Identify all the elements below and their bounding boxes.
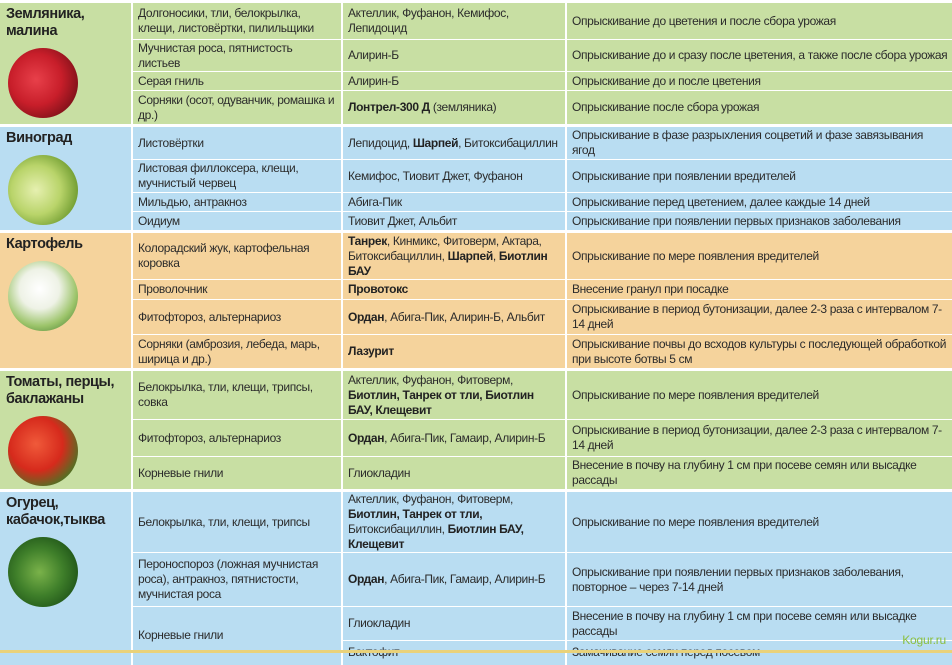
pest-cell: Листовая филлоксера, клещи, мучнистый червец (132, 160, 342, 193)
drug-name-bold: Ордан (348, 572, 385, 586)
pest-cell: Колорадский жук, картофельная коровка (132, 232, 342, 280)
treatment-cell: Опрыскивание при появлении первых признаков заболевания (566, 212, 952, 232)
table-row (0, 126, 952, 160)
drug-name: , Абига-Пик, Гамаир, Алирин-Б (384, 572, 546, 586)
table-row (0, 420, 952, 457)
drug-name: Актеллик, Фуфанон, Фитоверм, (348, 372, 514, 387)
drugs-cell (342, 370, 566, 420)
crop-cell (0, 232, 132, 370)
table-row (0, 91, 952, 126)
drug-name: , Кинмикс, Фитоверм, Актара, Битоксибациллин, (348, 233, 542, 263)
table-row (0, 232, 952, 280)
strawberry-image (8, 48, 78, 118)
drug-name-bold: Лонтрел-300 Д (348, 100, 430, 114)
pest-cell: Оидиум (132, 212, 342, 232)
drugs-cell (342, 420, 566, 457)
drugs-cell (342, 335, 566, 370)
drug-name-bold: Ордан (348, 309, 385, 324)
pest-cell: Проволочник (132, 280, 342, 300)
pest-cell: Сорняки (амброзия, лебеда, марь, ширица и др.) (132, 335, 342, 370)
watermark: Kogur.ru (902, 633, 946, 647)
pest-cell: Мильдью, антракноз (132, 193, 342, 212)
treatment-cell: Внесение в почву на глубину 1 см при посеве семян или высадке рассады (566, 457, 952, 491)
treatment-cell: Опрыскивание до цветения и после сбора урожая (566, 2, 952, 40)
drug-name-bold: Танрек (348, 233, 387, 248)
drugs-cell (342, 457, 566, 491)
treatment-cell: Внесение в почву на глубину 1 см при посеве семян или высадке рассады (566, 607, 952, 641)
treatment-cell: Опрыскивание по мере появления вредителей (566, 232, 952, 280)
pest-cell: Белокрылка, тли, клещи, трипсы (132, 491, 342, 553)
grapes-image (8, 155, 78, 225)
treatment-cell: Внесение гранул при посадке (566, 280, 952, 300)
drugs-cell (342, 553, 566, 607)
drug-name-bold: Биотлин БАУ, Клещевит (348, 522, 524, 551)
tomato-image (8, 416, 78, 486)
drugs-cell (342, 232, 566, 280)
treatment-cell: Опрыскивание по мере появления вредителей (566, 491, 952, 553)
pest-cell: Корневые гнили (132, 607, 342, 665)
drug-name: Абига-Пик (348, 194, 402, 209)
pest-cell: Сорняки (осот, одуванчик, ромашка и др.) (132, 91, 342, 126)
pest-cell: Фитофтороз, альтернариоз (132, 300, 342, 335)
treatment-cell: Опрыскивание до и после цветения (566, 72, 952, 91)
drug-name-bold: Биотлин БАУ (348, 248, 548, 278)
crop-name: Томаты, перцы, баклажаны (6, 374, 115, 407)
drugs-cell (342, 91, 566, 126)
pest-cell: Пероноспороз (ложная мучнистая роса), антракноз, пятнистости, мучнистая роса (132, 553, 342, 607)
crop-name: Земляника, малина (6, 6, 85, 39)
drug-name-bold: Провотокс (348, 282, 408, 296)
table-row (0, 193, 952, 212)
table-row (0, 212, 952, 232)
potato-flower-image (8, 261, 78, 331)
drugs-cell (342, 193, 566, 212)
drugs-cell (342, 300, 566, 335)
table-row (0, 553, 952, 607)
treatment-cell: Опрыскивание после сбора урожая (566, 91, 952, 126)
drug-name: , Битоксибациллин (458, 135, 558, 150)
table-row (0, 457, 952, 491)
treatment-cell: Опрыскивание при появлении первых признаков заболевания, повторное – через 7-14 дней (566, 553, 952, 607)
treatment-cell: Опрыскивание до и сразу после цветения, а также после сбора урожая (566, 40, 952, 72)
pest-cell: Серая гниль (132, 72, 342, 91)
table-row (0, 72, 952, 91)
drugs-cell (342, 607, 566, 641)
table-row (0, 40, 952, 72)
treatment-cell: Опрыскивание в период бутонизации, далее 2-3 раза с интервалом 7-14 дней (566, 300, 952, 335)
treatment-cell: Опрыскивание перед цветением, далее каждые 14 дней (566, 193, 952, 212)
crop-name: Виноград (6, 130, 72, 146)
drug-name: Лепидоцид, (348, 135, 413, 150)
drug-name: , Абига-Пик, Алирин-Б, Альбит (384, 309, 545, 324)
drugs-cell (342, 280, 566, 300)
treatment-cell: Опрыскивание при появлении вредителей (566, 160, 952, 193)
pest-cell: Листовёртки (132, 126, 342, 160)
drug-name: , (492, 248, 499, 263)
pest-cell: Мучнистая роса, пятнистость листьев (132, 40, 342, 72)
drug-name-bold: Ордан (348, 430, 385, 445)
drug-name-bold: Биотлин, Танрек от тли, Биотлин БАУ, Клещевит (348, 387, 534, 417)
table-row (0, 280, 952, 300)
drug-name: Глиокладин (348, 465, 411, 480)
drugs-cell (342, 40, 566, 72)
crop-cell (0, 2, 132, 126)
pest-cell: Долгоносики, тли, белокрылка, клещи, листовёртки, пилильщики (132, 2, 342, 40)
table-row (0, 160, 952, 193)
table-row (0, 370, 952, 420)
drug-name: Актеллик, Фуфанон, Фитоверм, (348, 492, 514, 506)
drug-name: Алирин-Б (348, 48, 399, 62)
crop-cell (0, 126, 132, 232)
drugs-cell (342, 160, 566, 193)
pest-cell: Белокрылка, тли, клещи, трипсы, совка (132, 370, 342, 420)
treatment-cell: Опрыскивание в фазе разрыхления соцветий и фазе завязывания ягод (566, 126, 952, 160)
table-row (0, 300, 952, 335)
drug-name: Битоксибациллин, (348, 522, 448, 536)
table-row (0, 491, 952, 553)
crop-name: Огурец, кабачок,тыква (6, 495, 105, 528)
drug-name-bold: Биотлин, Танрек от тли, (348, 507, 483, 521)
drug-name: (земляника) (429, 100, 497, 114)
drug-name: , Абига-Пик, Гамаир, Алирин-Б (384, 430, 546, 445)
drugs-cell (342, 212, 566, 232)
drugs-cell (342, 2, 566, 40)
treatment-cell: Опрыскивание по мере появления вредителей (566, 370, 952, 420)
drug-name: Актеллик, Фуфанон, Кемифос, Лепидоцид (348, 6, 509, 35)
table-row (0, 607, 952, 641)
drug-name-bold: Шарпей (447, 248, 493, 263)
drugs-cell (342, 126, 566, 160)
drug-name: Алирин-Б (348, 73, 399, 88)
cucumber-image (8, 537, 78, 607)
crop-cell (0, 491, 132, 665)
drug-name: Кемифос, Тиовит Джет, Фуфанон (348, 168, 523, 183)
drug-name-bold: Шарпей (412, 135, 459, 150)
drugs-cell (342, 72, 566, 91)
pest-cell: Корневые гнили (132, 457, 342, 491)
table-row (0, 2, 952, 40)
drug-name: Тиовит Джет, Альбит (348, 213, 458, 228)
drug-name-bold: Лазурит (348, 344, 394, 358)
drug-name: Глиокладин (348, 616, 411, 630)
pest-cell: Фитофтороз, альтернариоз (132, 420, 342, 457)
treatment-cell: Опрыскивание почвы до всходов культуры с последующей обработкой при высоте ботвы 5 см (566, 335, 952, 370)
treatment-cell: Опрыскивание в период бутонизации, далее 2-3 раза с интервалом 7-14 дней (566, 420, 952, 457)
crop-cell (0, 370, 132, 491)
crop-name: Картофель (6, 236, 83, 252)
drugs-cell (342, 491, 566, 553)
table-row (0, 335, 952, 370)
